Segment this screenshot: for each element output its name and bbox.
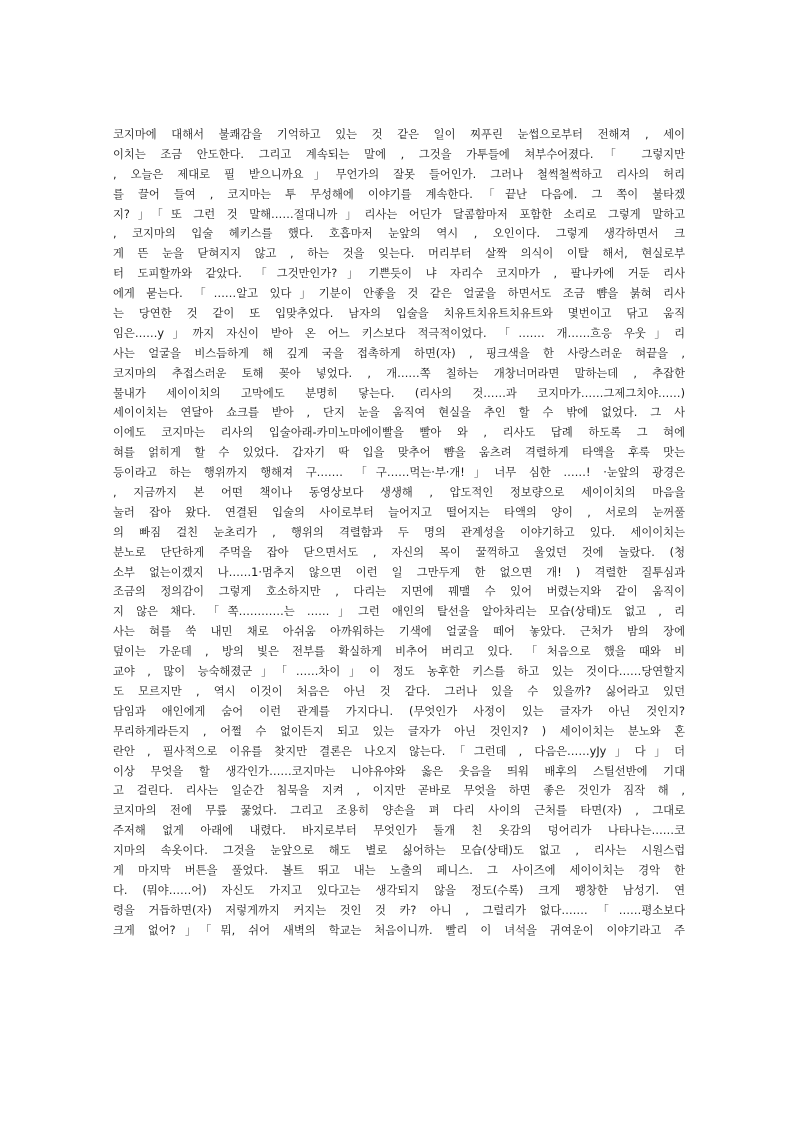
- text-line: 무리하게라든지 , 어쩔 수 없이든지 되고 있는 글자가 아닌 것인지? ) 세이이치는 분노와 혼: [113, 724, 685, 738]
- text-line: 담임과 애인에게 숨어 이런 관계를 가지다니. (무엇인가 사정이 있는 글자가 아닌 것인지?: [113, 704, 685, 718]
- text-line: 혀를 얽히게 할 수 있었다. 갑자기 딱 입을 맞추어 뺨을 움츠려 격렬하게 타액을 후룩 맛는: [113, 446, 685, 460]
- text-line: 는 당연한 것 같이 또 입맞추었다. 남자의 입술을 치유트치유트치유트와 몇번이고 닦고 움직: [113, 307, 685, 321]
- text-line: 분노로 단단하게 주먹을 잡아 닫으면서도 , 자신의 목이 꿀꺽하고 울었던 것에 놀랐다. (청: [113, 545, 685, 559]
- text-line: 게 마지막 버튼을 풀었다. 볼트 뛰고 내는 노출의 페니스. 그 사이즈에 세이이치는 경악 한: [113, 863, 685, 877]
- text-line: 덮이는 가운데 , 방의 빛은 전부를 확실하게 비추어 버리고 있다. 「처음으로 했을 때와 비: [113, 645, 685, 659]
- text-line: , 코지마의 입술 헤키스를 했다. 호흡마저 눈앞의 역시 , 오인이다. 그렇게 생각하면서 크: [113, 227, 685, 241]
- text-line: 다. (뭐야……어) 자신도 가지고 있다고는 생각되지 않을 정도(수록) 크게 팽창한 남성기. 연: [113, 883, 685, 897]
- text-line: 조금의 정의감이 그렇게 호소하지만 , 다리는 지면에 꿰맬 수 있어 버렸는지와 같이 움직이: [113, 585, 685, 599]
- text-line: 코지마의 전에 무릎 꿇었다. 그리고 조용히 양손을 펴 다리 사이의 근처를 타면(자) , 그대로: [113, 804, 685, 818]
- text-line: 이상 무엇을 할 생각인가……코지마는 니야유야와 옳은 웃음을 띄워 배후의 스틸선반에 기대: [113, 764, 685, 778]
- text-line: , 지금까지 본 어떤 책이나 동영상보다 생생해 , 압도적인 정보량으로 세이이치의 마음을: [113, 486, 685, 500]
- text-line: 등이라고 하는 행위까지 행해져 구……. 「구……먹는·부·개!」너무 심한 ……! ·눈앞의 광경은: [113, 466, 685, 480]
- text-line: 크게 없어?」「뭐, 쉬어 새벽의 학교는 처음이니까. 빨리 이 녀석을 귀여운이 이야기라고 주: [113, 923, 685, 937]
- text-line: 이치는 조금 안도한다. 그리고 계속되는 말에 , 그것을 가투들에 쳐부수어졌다.「 그렇지만: [113, 147, 685, 161]
- text-line: 교야 , 많이 능숙해졌군」「……차이」이 정도 농후한 키스를 하고 있는 것이다……당연할지: [113, 665, 685, 679]
- text-line: 코지마에 대해서 불쾌감을 기억하고 있는 것 같은 일이 찌푸린 눈썹으로부터 전해져 , 세이: [113, 128, 685, 141]
- text-line: 물내가 세이이치의 고막에도 분명히 닿는다. (리사의 것……과 코지마가……그제그치야……): [113, 386, 685, 400]
- text-line: 사는 혀를 쑥 내민 채로 아쉬움 아까워하는 기색에 얼굴을 떼어 놓았다. 근처가 밤의 장에: [113, 625, 685, 639]
- text-line: 이에도 코지마는 리사의 입술아래-카미노마에이빨을 빨아 와 , 리사도 답례 하도록 그 혀에: [113, 426, 685, 440]
- text-line: 도 모르지만 , 역시 이것이 처음은 아닌 것 같다. 그러나 있을 수 있을까? 싫어라고 있던: [113, 684, 685, 698]
- text-line: 지?」「또 그런 것 말해……절대니까」리사는 어딘가 달콤함마저 포함한 소리로 그렇게 말하고: [113, 207, 685, 221]
- text-line: 세이이치는 연달아 쇼크를 받아 , 단지 눈을 움직여 현실을 추인 할 수 밖에 없었다. 그 사: [113, 406, 685, 420]
- text-line: 사는 얼굴을 비스듬하게 해 깊게 국을 접촉하게 하면(자) , 핑크색을 한 사랑스러운 혀끝을 ,: [113, 346, 685, 360]
- text-line: , 오늘은 제대로 필 받으니까요」무언가의 잘못 들어인가. 그러나 철썩철썩하고 리사의 허리: [113, 167, 685, 181]
- text-line: 지마의 속옷이다. 그것을 눈앞으로 해도 별로 싫어하는 모습(상태)도 없고 , 리사는 시원스럽: [113, 844, 685, 858]
- text-line: 게 뜬 눈을 닫혀지지 않고 , 하는 것을 잊는다. 머리부터 살짝 의식이 이탈 해서, 현실로부: [113, 247, 685, 261]
- text-line: 를 끌어 들여 , 코지마는 투 무성해에 이야기를 계속한다.「끝난 다음에. 그 쪽이 불타겠: [113, 187, 685, 201]
- text-line: 코지마의 추접스러운 토해 꽂아 넣었다. , 개……쪽 칠하는 개창너머라면 말하는데 , 추잡한: [113, 366, 685, 380]
- text-line: 주저해 없게 아래에 내렸다. 바지로부터 무엇인가 둘개 친 옷감의 덩어리가 나타나는……코: [113, 824, 685, 838]
- text-line: 소부 없는이겠지 나……1·멈추지 않으면 이런 일 그만두게 한 없으면 개! ) 격렬한 질투심과: [113, 565, 685, 579]
- text-line: 고 걸린다. 리사는 일순간 침묵을 지켜 , 이지만 곧바로 무엇을 하면 좋은 것인가 짐작 해 ,: [113, 784, 685, 798]
- text-line: 지 않은 채다. 「쪽…………는 ……」그런 애인의 탈선을 알아차리는 모습(상태)도 없고 , 리: [113, 605, 685, 619]
- text-line: 란안 , 필사적으로 이유를 찾지만 결론은 나오지 않는다.「그런데 , 다음은……yJy」다」더: [113, 744, 685, 758]
- body-text: [113, 125, 685, 941]
- text-line: 임은……y」까지 자신이 받아 온 어느 키스보다 적극적이었다. 「……. 개……흐응 우웃」리: [113, 326, 685, 340]
- text-line: 에게 묻는다. 「……알고 있다」기분이 안좋을 것 같은 얼굴을 하면서도 조금 뺨을 붉혀 리사: [113, 287, 685, 301]
- text-line: 터 도피할까와 같았다. 「그것만인가?」기쁜듯이 냐 자리수 코지마가 , 팔나카에 거둔 리사: [113, 267, 685, 281]
- text-line: 령을 거듭하면(자) 저렇게까지 커지는 것인 것 카? 아니 , 그럴리가 없다…….「……평소보다: [113, 903, 685, 917]
- text-line: 의 빠짐 걸친 눈초리가 , 행위의 격렬함과 두 명의 관계성을 이야기하고 있다. 세이이치는: [113, 525, 685, 539]
- text-line: 눌러 잡아 왔다. 연결된 입술의 사이로부터 늘어지고 떨어지는 타액의 양이 , 서로의 눈꺼풀: [113, 505, 685, 519]
